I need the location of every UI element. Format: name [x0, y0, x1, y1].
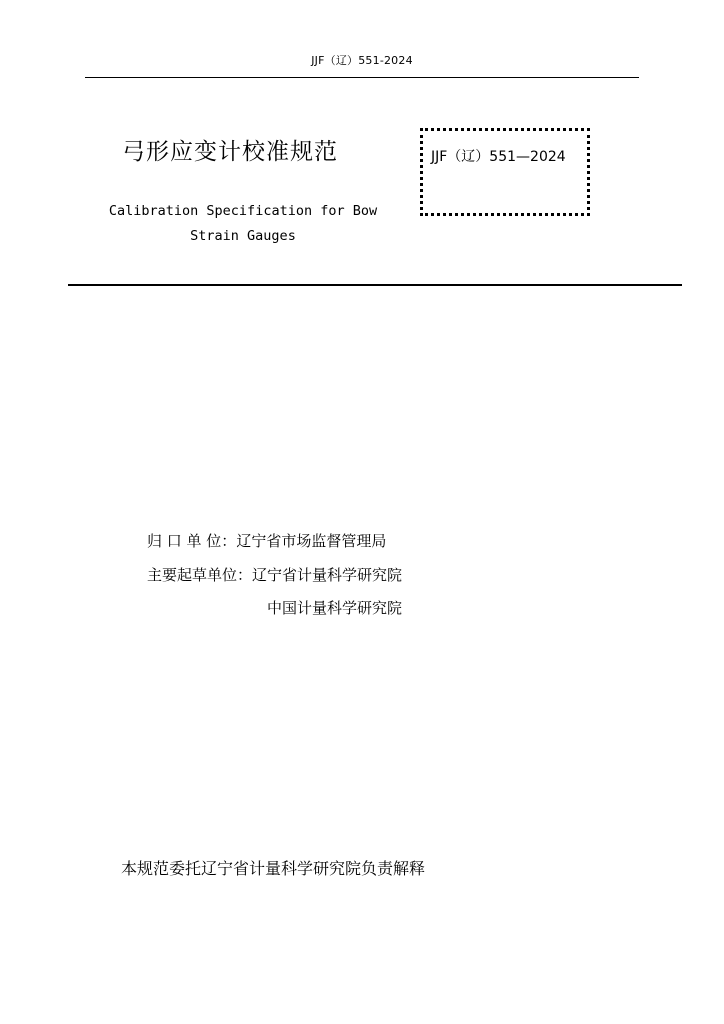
drafting-unit-value-1: 辽宁省计量科学研究院 — [252, 566, 403, 584]
document-title-chinese: 弓形应变计校准规范 — [122, 139, 338, 165]
centralized-unit-label: 归 口 单 位： — [147, 532, 237, 550]
header-divider — [85, 77, 639, 78]
centralized-unit-row — [147, 530, 386, 551]
document-title-english — [90, 199, 396, 249]
document-code-box — [420, 128, 590, 216]
drafting-unit-row — [147, 564, 402, 585]
document-code: JJF（辽）551—2024 — [431, 149, 566, 165]
drafting-unit-value-2: 中国计量科学研究院 — [267, 599, 403, 617]
title-english-line-2: Strain Gauges — [190, 228, 296, 244]
cover-divider — [68, 284, 682, 286]
centralized-unit-value: 辽宁省市场监督管理局 — [236, 532, 387, 550]
drafting-unit-label: 主要起草单位： — [147, 566, 253, 584]
drafting-unit-row-2 — [267, 597, 402, 618]
running-header-code: JJF（辽）551-2024 — [311, 54, 413, 67]
interpretation-note: 本规范委托辽宁省计量科学研究院负责解释 — [121, 859, 426, 878]
title-english-line-1: Calibration Specification for Bow — [108, 203, 378, 219]
